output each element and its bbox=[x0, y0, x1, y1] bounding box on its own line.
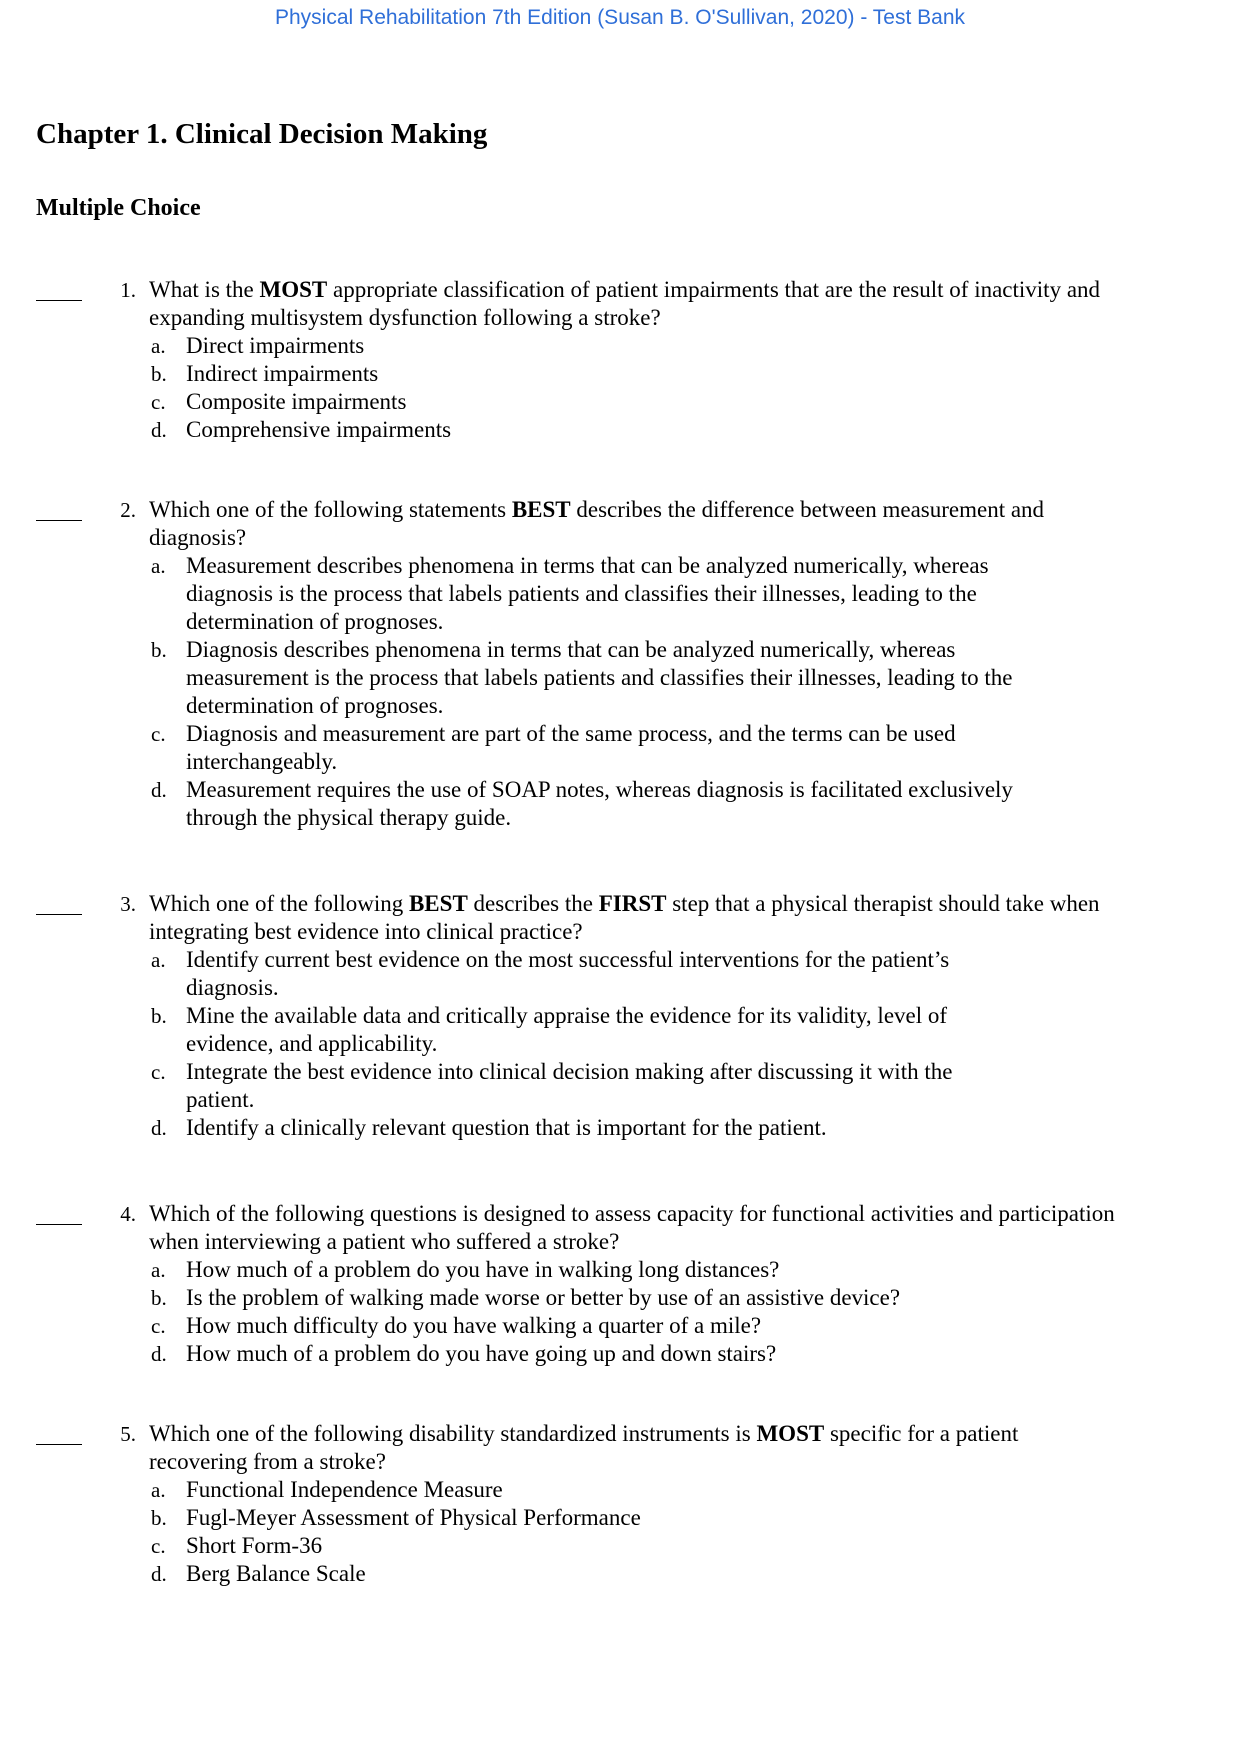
option-a: a. Identify current best evidence on the most successful interventions for the patient’s diagnosis. bbox=[151, 947, 950, 1000]
question-3 bbox=[36, 890, 1196, 1142]
answer-blank bbox=[36, 496, 82, 524]
question-4 bbox=[36, 1200, 1196, 1368]
answer-blank bbox=[36, 890, 82, 918]
option-a: a. Direct impairments bbox=[151, 333, 365, 358]
chapter-title: Chapter 1. Clinical Decision Making bbox=[36, 118, 488, 150]
option-list bbox=[149, 552, 1196, 832]
question-5 bbox=[36, 1420, 1196, 1588]
option-b: b. Indirect impairments bbox=[151, 361, 379, 386]
option-d: d. Measurement requires the use of SOAP notes, whereas diagnosis is facilitated exclusively through the physical therapy guide. bbox=[151, 777, 1013, 830]
option-d: d. Berg Balance Scale bbox=[151, 1561, 366, 1586]
option-b: b. Is the problem of walking made worse or better by use of an assistive device? bbox=[151, 1285, 901, 1310]
question-1 bbox=[36, 276, 1196, 444]
option-b: b. Mine the available data and critically appraise the evidence for its validity, level of evidence, and applicability. bbox=[151, 1003, 948, 1056]
option-list bbox=[149, 1476, 1196, 1588]
question-2 bbox=[36, 496, 1196, 832]
option-d: d. Identify a clinically relevant question that is important for the patient. bbox=[151, 1115, 827, 1140]
question-number: 2. bbox=[120, 498, 136, 522]
option-b: b. Fugl-Meyer Assessment of Physical Performance bbox=[151, 1505, 641, 1530]
question-stem: Which one of the following disability standardized instruments is MOST specific for a patient recovering from a stroke? bbox=[149, 1421, 1019, 1474]
option-b: b. Diagnosis describes phenomena in terms that can be analyzed numerically, whereas measurement is the process that labels patients and classifies their illnesses, leading to the determination of prognoses. bbox=[151, 637, 1013, 718]
question-stem: Which one of the following statements BEST describes the difference between measurement and diagnosis? bbox=[149, 497, 1045, 550]
question-stem: Which of the following questions is designed to assess capacity for functional activities and participation when interviewing a patient who suffered a stroke? bbox=[149, 1201, 1115, 1254]
answer-blank bbox=[36, 1420, 82, 1448]
question-number: 4. bbox=[120, 1202, 136, 1226]
answer-blank bbox=[36, 276, 82, 304]
option-list bbox=[149, 946, 1196, 1142]
option-d: d. How much of a problem do you have going up and down stairs? bbox=[151, 1341, 777, 1366]
option-c: c. Integrate the best evidence into clinical decision making after discussing it with the patient. bbox=[151, 1059, 953, 1112]
header-link[interactable]: Physical Rehabilitation 7th Edition (Susan B. O'Sullivan, 2020) - Test Bank bbox=[275, 6, 965, 29]
question-stem: Which one of the following BEST describes the FIRST step that a physical therapist should take when integrating best evidence into clinical practice? bbox=[149, 891, 1100, 944]
question-number: 3. bbox=[120, 892, 136, 916]
question-stem: What is the MOST appropriate classification of patient impairments that are the result of inactivity and expanding multisystem dysfunction following a stroke? bbox=[149, 277, 1101, 330]
question-number: 1. bbox=[120, 278, 136, 302]
option-list bbox=[149, 332, 1196, 444]
option-c: c. Diagnosis and measurement are part of the same process, and the terms can be used interchangeably. bbox=[151, 721, 956, 774]
option-list bbox=[149, 1256, 1196, 1368]
question-number: 5. bbox=[120, 1422, 136, 1446]
option-c: c. Composite impairments bbox=[151, 389, 407, 414]
option-c: c. How much difficulty do you have walking a quarter of a mile? bbox=[151, 1313, 762, 1338]
option-d: d. Comprehensive impairments bbox=[151, 417, 452, 442]
answer-blank bbox=[36, 1200, 82, 1228]
option-a: a. Measurement describes phenomena in terms that can be analyzed numerically, whereas diagnosis is the process that labels patients and classifies their illnesses, leading to the determination of prognoses. bbox=[151, 553, 989, 634]
option-a: a. How much of a problem do you have in walking long distances? bbox=[151, 1257, 780, 1282]
option-c: c. Short Form-36 bbox=[151, 1533, 323, 1558]
section-title: Multiple Choice bbox=[36, 195, 201, 221]
option-a: a. Functional Independence Measure bbox=[151, 1477, 503, 1502]
